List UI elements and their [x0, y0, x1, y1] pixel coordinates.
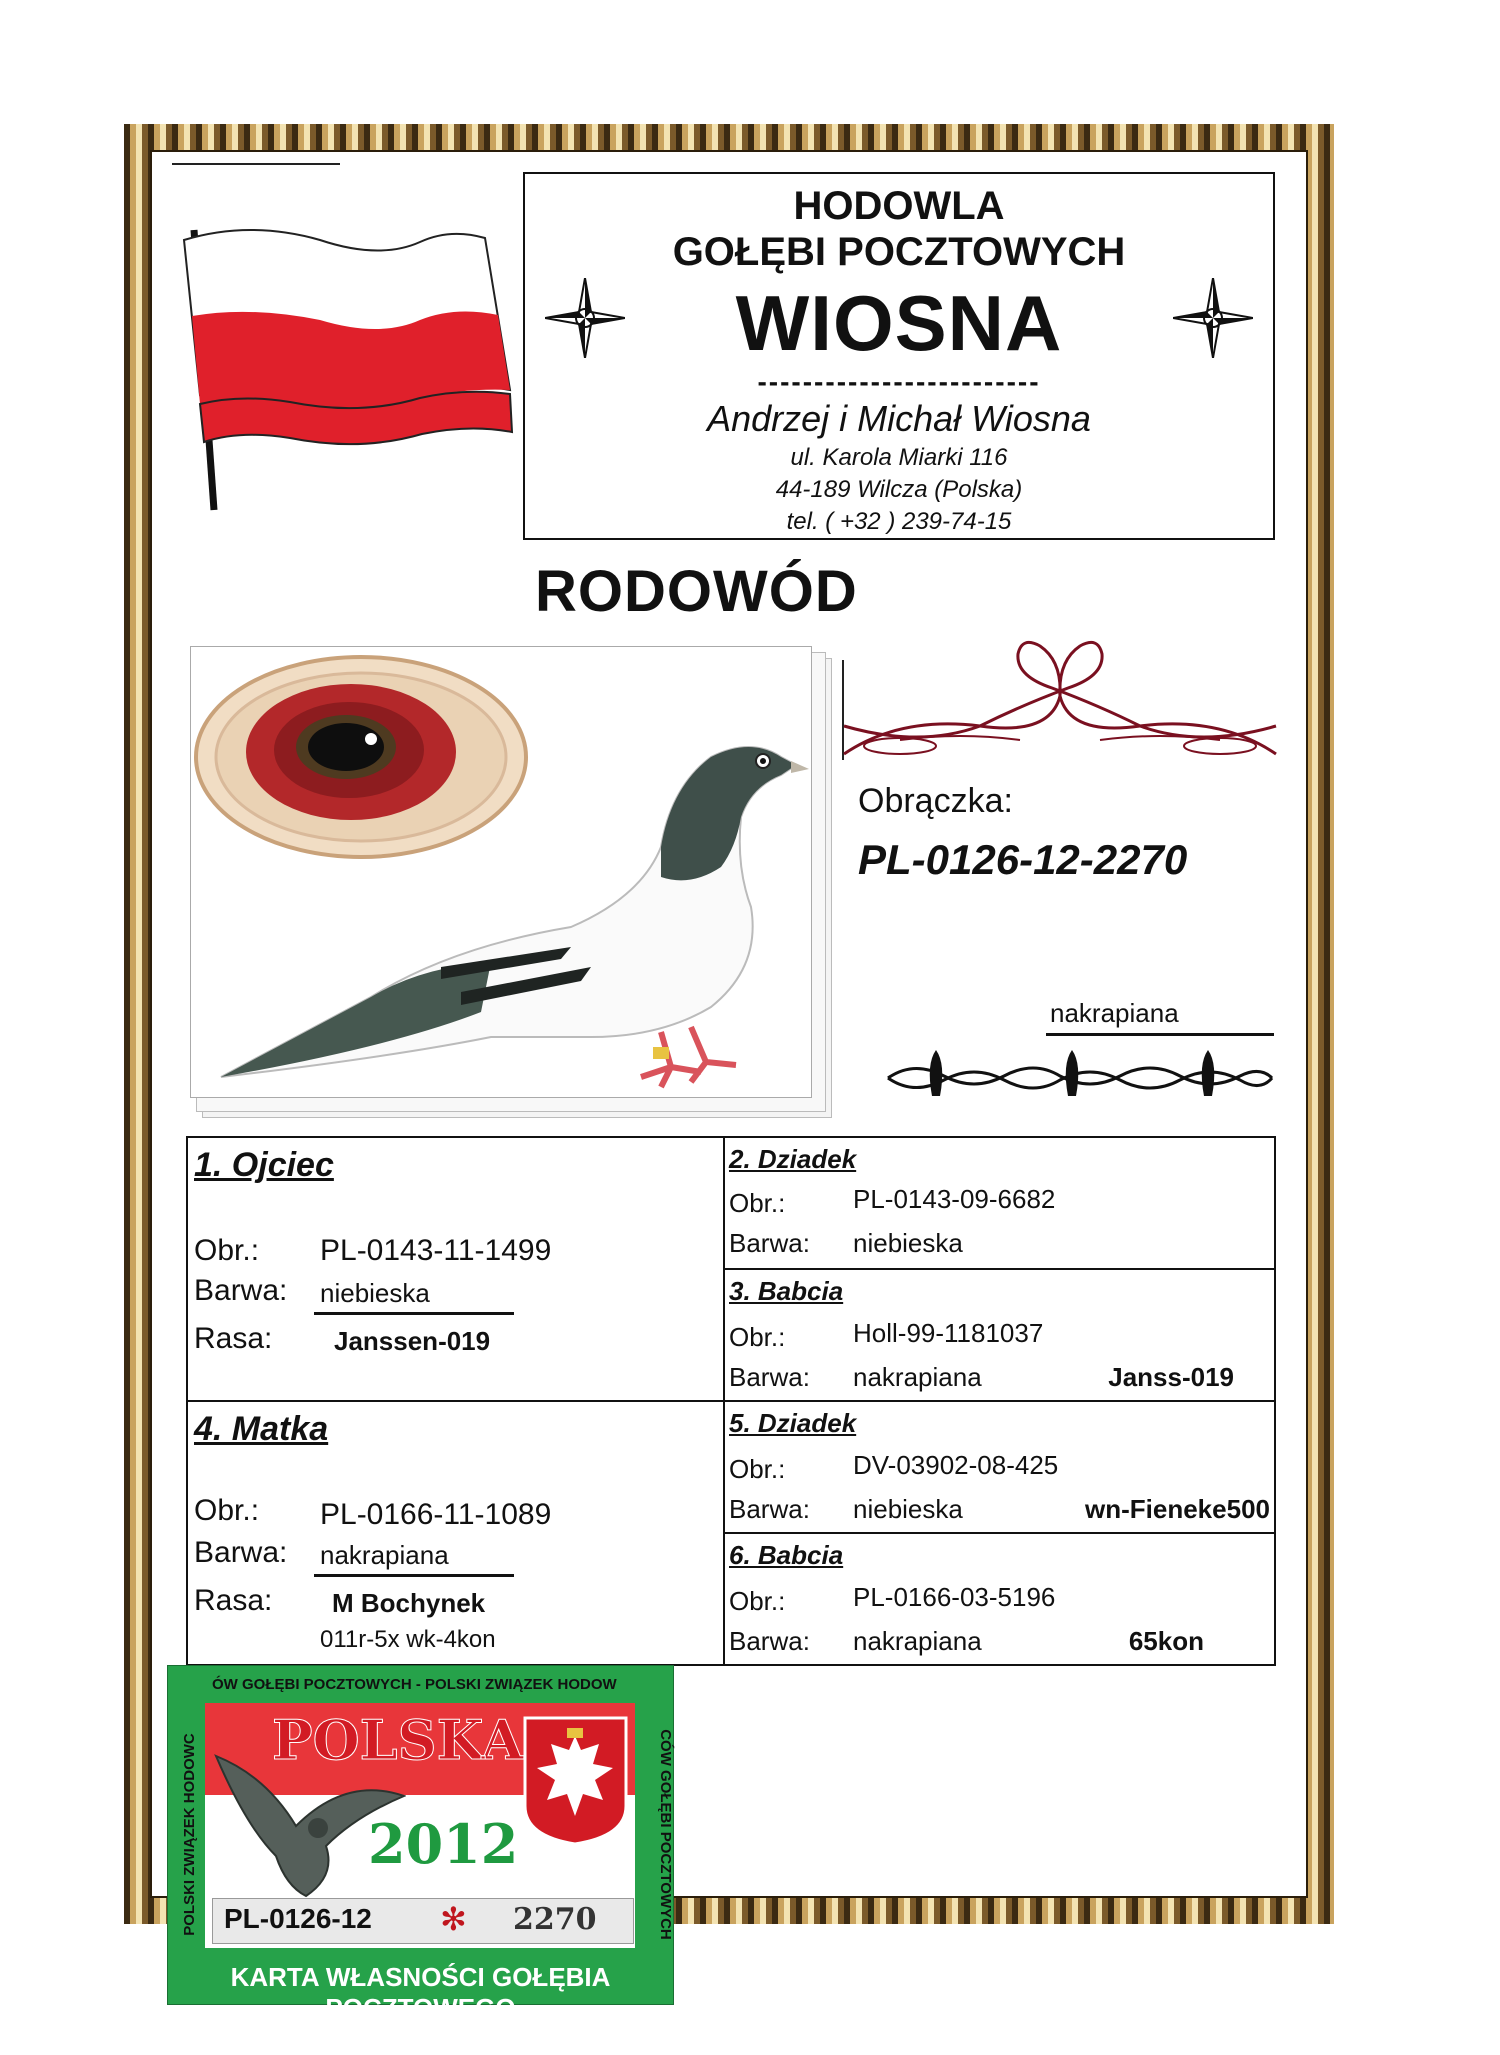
compass-star-icon [1173, 278, 1253, 358]
card-ring-number: 2270 [513, 1902, 597, 1937]
top-left-rule [172, 163, 340, 165]
breeder-header [523, 172, 1275, 540]
father-rasa: Janssen-019 [334, 1326, 491, 1356]
grandfather-2-obr-label: Obr.: [729, 1188, 786, 1218]
grandmother-6-strain: 65kon [1128, 1626, 1204, 1656]
card-year: 2012 [368, 1812, 519, 1876]
mother-barwa: nakrapiana [320, 1540, 449, 1570]
grandmother-3-barwa: nakrapiana [853, 1362, 982, 1392]
grandfather-5-cell [724, 1401, 1275, 1533]
card-top-text: ÓW GOŁĘBI POCZTOWYCH - POLSKI ZWIĄZEK HODOW [212, 1676, 617, 1693]
ring-label: Obrączka: [858, 782, 1013, 820]
grandfather-5-obr: DV-03902-08-425 [853, 1450, 1059, 1480]
grandmother-6-obr: PL-0166-03-5196 [853, 1582, 1056, 1612]
mother-obr-label: Obr.: [194, 1494, 260, 1527]
father-obr-label: Obr.: [194, 1234, 260, 1267]
mother-rasa-label: Rasa: [194, 1584, 273, 1617]
fleur-ornament [884, 1046, 1276, 1106]
pigeon-photo [180, 636, 830, 1116]
grandfather-5-strain: wn-Fieneke500 [1085, 1494, 1270, 1524]
grandfather-2-cell [724, 1137, 1275, 1269]
grandmother-3-strain: Janss-019 [1108, 1362, 1234, 1392]
mother-note: 011r-5x wk-4kon [320, 1626, 496, 1653]
grandfather-2-obr: PL-0143-09-6682 [853, 1184, 1056, 1214]
father-barwa-label: Barwa: [194, 1274, 288, 1307]
document-title: RODOWÓD [535, 559, 858, 624]
header-line2: GOŁĘBI POCZTOWYCH [672, 230, 1126, 274]
card-ring-prefix: PL-0126-12 [224, 1903, 372, 1934]
grandmother-3-heading: 3. Babcia [729, 1276, 844, 1306]
grandmother-3-obr: Holl-99-1181037 [853, 1318, 1044, 1348]
grandmother-3-barwa-label: Barwa: [729, 1362, 810, 1392]
grandfather-5-barwa: niebieska [853, 1494, 963, 1524]
mother-heading: 4. Matka [194, 1410, 329, 1448]
card-country: POLSKA [272, 1708, 524, 1772]
ownership-card [167, 1665, 674, 2023]
grandfather-5-heading: 5. Dziadek [729, 1408, 857, 1438]
grandmother-6-heading: 6. Babcia [729, 1540, 844, 1570]
grandfather-2-barwa-label: Barwa: [729, 1228, 810, 1258]
grandmother-6-barwa-label: Barwa: [729, 1626, 810, 1656]
pigeon-eye-and-bird-illustration [191, 647, 811, 1097]
father-barwa-underline [314, 1312, 514, 1315]
mother-rasa: M Bochynek [332, 1588, 486, 1618]
header-dash-separator: ------------------------- [757, 366, 1041, 397]
pedigree-table [186, 1136, 1276, 1666]
grandmother-6-barwa: nakrapiana [853, 1626, 982, 1656]
ring-color: nakrapiana [1050, 998, 1179, 1028]
father-heading: 1. Ojciec [194, 1146, 334, 1184]
address-city: 44-189 Wilcza (Polska) [775, 476, 1023, 503]
grandfather-2-barwa: niebieska [853, 1228, 963, 1258]
owner-names: Andrzej i Michał Wiosna [707, 398, 1091, 439]
ring-number: PL-0126-12-2270 [858, 836, 1188, 883]
flourish-ornament [840, 636, 1280, 766]
grandmother-6-obr-label: Obr.: [729, 1586, 786, 1616]
header-line1: HODOWLA [793, 184, 1005, 228]
grandmother-3-cell [724, 1269, 1275, 1401]
polish-flag [170, 220, 515, 525]
father-rasa-label: Rasa: [194, 1322, 273, 1355]
mother-obr: PL-0166-11-1089 [320, 1498, 552, 1531]
address-street: ul. Karola Miarki 116 [790, 444, 1008, 471]
grandmother-6-cell [724, 1533, 1275, 1665]
polish-eagle-emblem-icon [523, 1716, 628, 1846]
father-barwa: niebieska [320, 1278, 430, 1308]
card-bottom-title: KARTA WŁASNOŚCI GOŁĘBIA POCZTOWEGO [230, 1962, 611, 2023]
card-star-icon: ✻ [440, 1901, 467, 1937]
card-right-text: CÓW GOŁĘBI POCZTOWYCH [656, 1729, 674, 1940]
grandfather-5-obr-label: Obr.: [729, 1454, 786, 1484]
card-left-text: POLSKI ZWIĄZEK HODOWC [180, 1733, 198, 1936]
mother-cell [187, 1401, 724, 1665]
breeder-name-title: WIOSNA [735, 279, 1063, 367]
grandfather-2-heading: 2. Dziadek [729, 1144, 857, 1174]
father-cell [187, 1137, 724, 1401]
phone-number: tel. ( +32 ) 239-74-15 [786, 508, 1012, 535]
grandmother-3-obr-label: Obr.: [729, 1322, 786, 1352]
mother-barwa-label: Barwa: [194, 1536, 288, 1569]
grandfather-5-barwa-label: Barwa: [729, 1494, 810, 1524]
color-underline [1046, 1033, 1274, 1036]
mother-barwa-underline [314, 1574, 514, 1577]
father-obr: PL-0143-11-1499 [320, 1234, 552, 1267]
